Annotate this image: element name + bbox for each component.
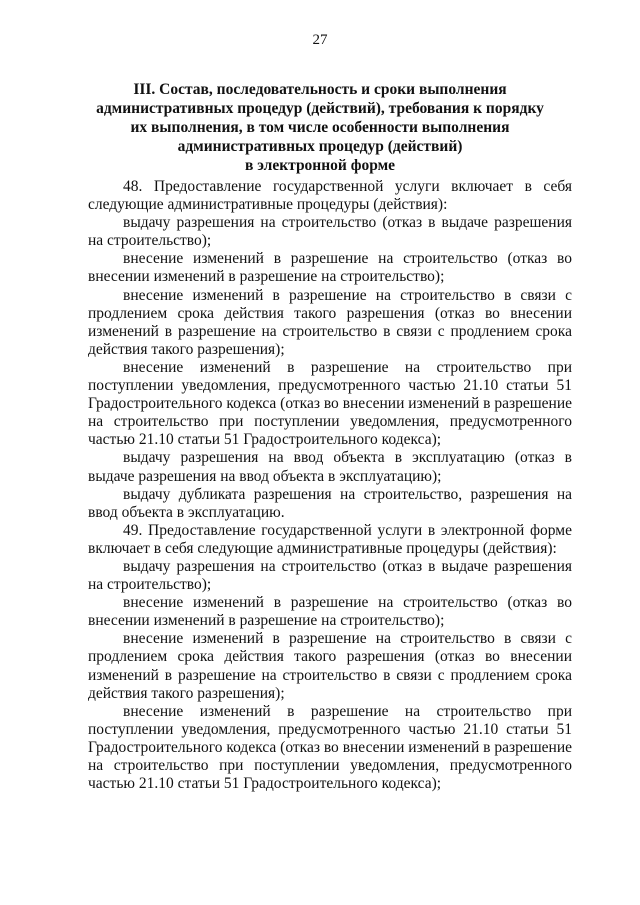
list-item: внесение изменений в разрешение на строительство в связи с продлением срока действия такого разрешения (отказ во внесении изменений в разрешение на строительство в связи с продлением срока действия такого разрешения); xyxy=(88,630,572,702)
list-item: внесение изменений в разрешение на строительство (отказ во внесении изменений в разрешение на строительство); xyxy=(88,250,572,286)
paragraph-49-intro: 49. Предоставление государственной услуги в электронной форме включает в себя следующие административные процедуры (действия): xyxy=(88,521,572,557)
body-text xyxy=(88,178,572,793)
list-item: выдачу дубликата разрешения на строительство, разрешения на ввод объекта в эксплуатацию. xyxy=(88,485,572,521)
section-heading-line: в электронной форме xyxy=(244,157,396,174)
list-item: внесение изменений в разрешение на строительство (отказ во внесении изменений в разрешение на строительство); xyxy=(88,594,572,630)
list-item: внесение изменений в разрешение на строительство в связи с продлением срока действия такого разрешения (отказ во внесении изменений в разрешение на строительство в связи с продлением срока действия такого разрешения); xyxy=(88,286,572,358)
section-heading xyxy=(80,80,560,175)
list-item: внесение изменений в разрешение на строительство при поступлении уведомления, предусмотренного частью 21.10 статьи 51 Градостроительного кодекса (отказ во внесении изменений в разрешение на строительство при поступлении уведомления, предусмотренного частью 21.10 статьи 51 Градостроительного кодекса); xyxy=(88,702,572,793)
page-number: 27 xyxy=(312,32,328,48)
list-item: выдачу разрешения на строительство (отказ в выдаче разрешения на строительство); xyxy=(88,557,572,594)
list-item: внесение изменений в разрешение на строительство при поступлении уведомления, предусмотренного частью 21.10 статьи 51 Градостроительного кодекса (отказ во внесении изменений в разрешение на строительство при поступлении уведомления, предусмотренного частью 21.10 статьи 51 Градостроительного кодекса); xyxy=(88,358,572,449)
section-heading-line: III. Состав, последовательность и сроки выполнения xyxy=(133,81,507,98)
list-item: выдачу разрешения на строительство (отказ в выдаче разрешения на строительство); xyxy=(88,214,572,250)
section-heading-line: административных процедур (действий) xyxy=(177,138,463,155)
section-heading-line: их выполнения, в том числе особенности выполнения xyxy=(130,119,510,136)
list-item: выдачу разрешения на ввод объекта в эксплуатацию (отказ в выдаче разрешения на ввод объекта в эксплуатацию); xyxy=(88,449,572,485)
paragraph-48-intro: 48. Предоставление государственной услуги включает в себя следующие административные процедуры (действия): xyxy=(88,178,572,214)
section-heading-line: административных процедур (действий), требования к порядку xyxy=(96,100,544,117)
